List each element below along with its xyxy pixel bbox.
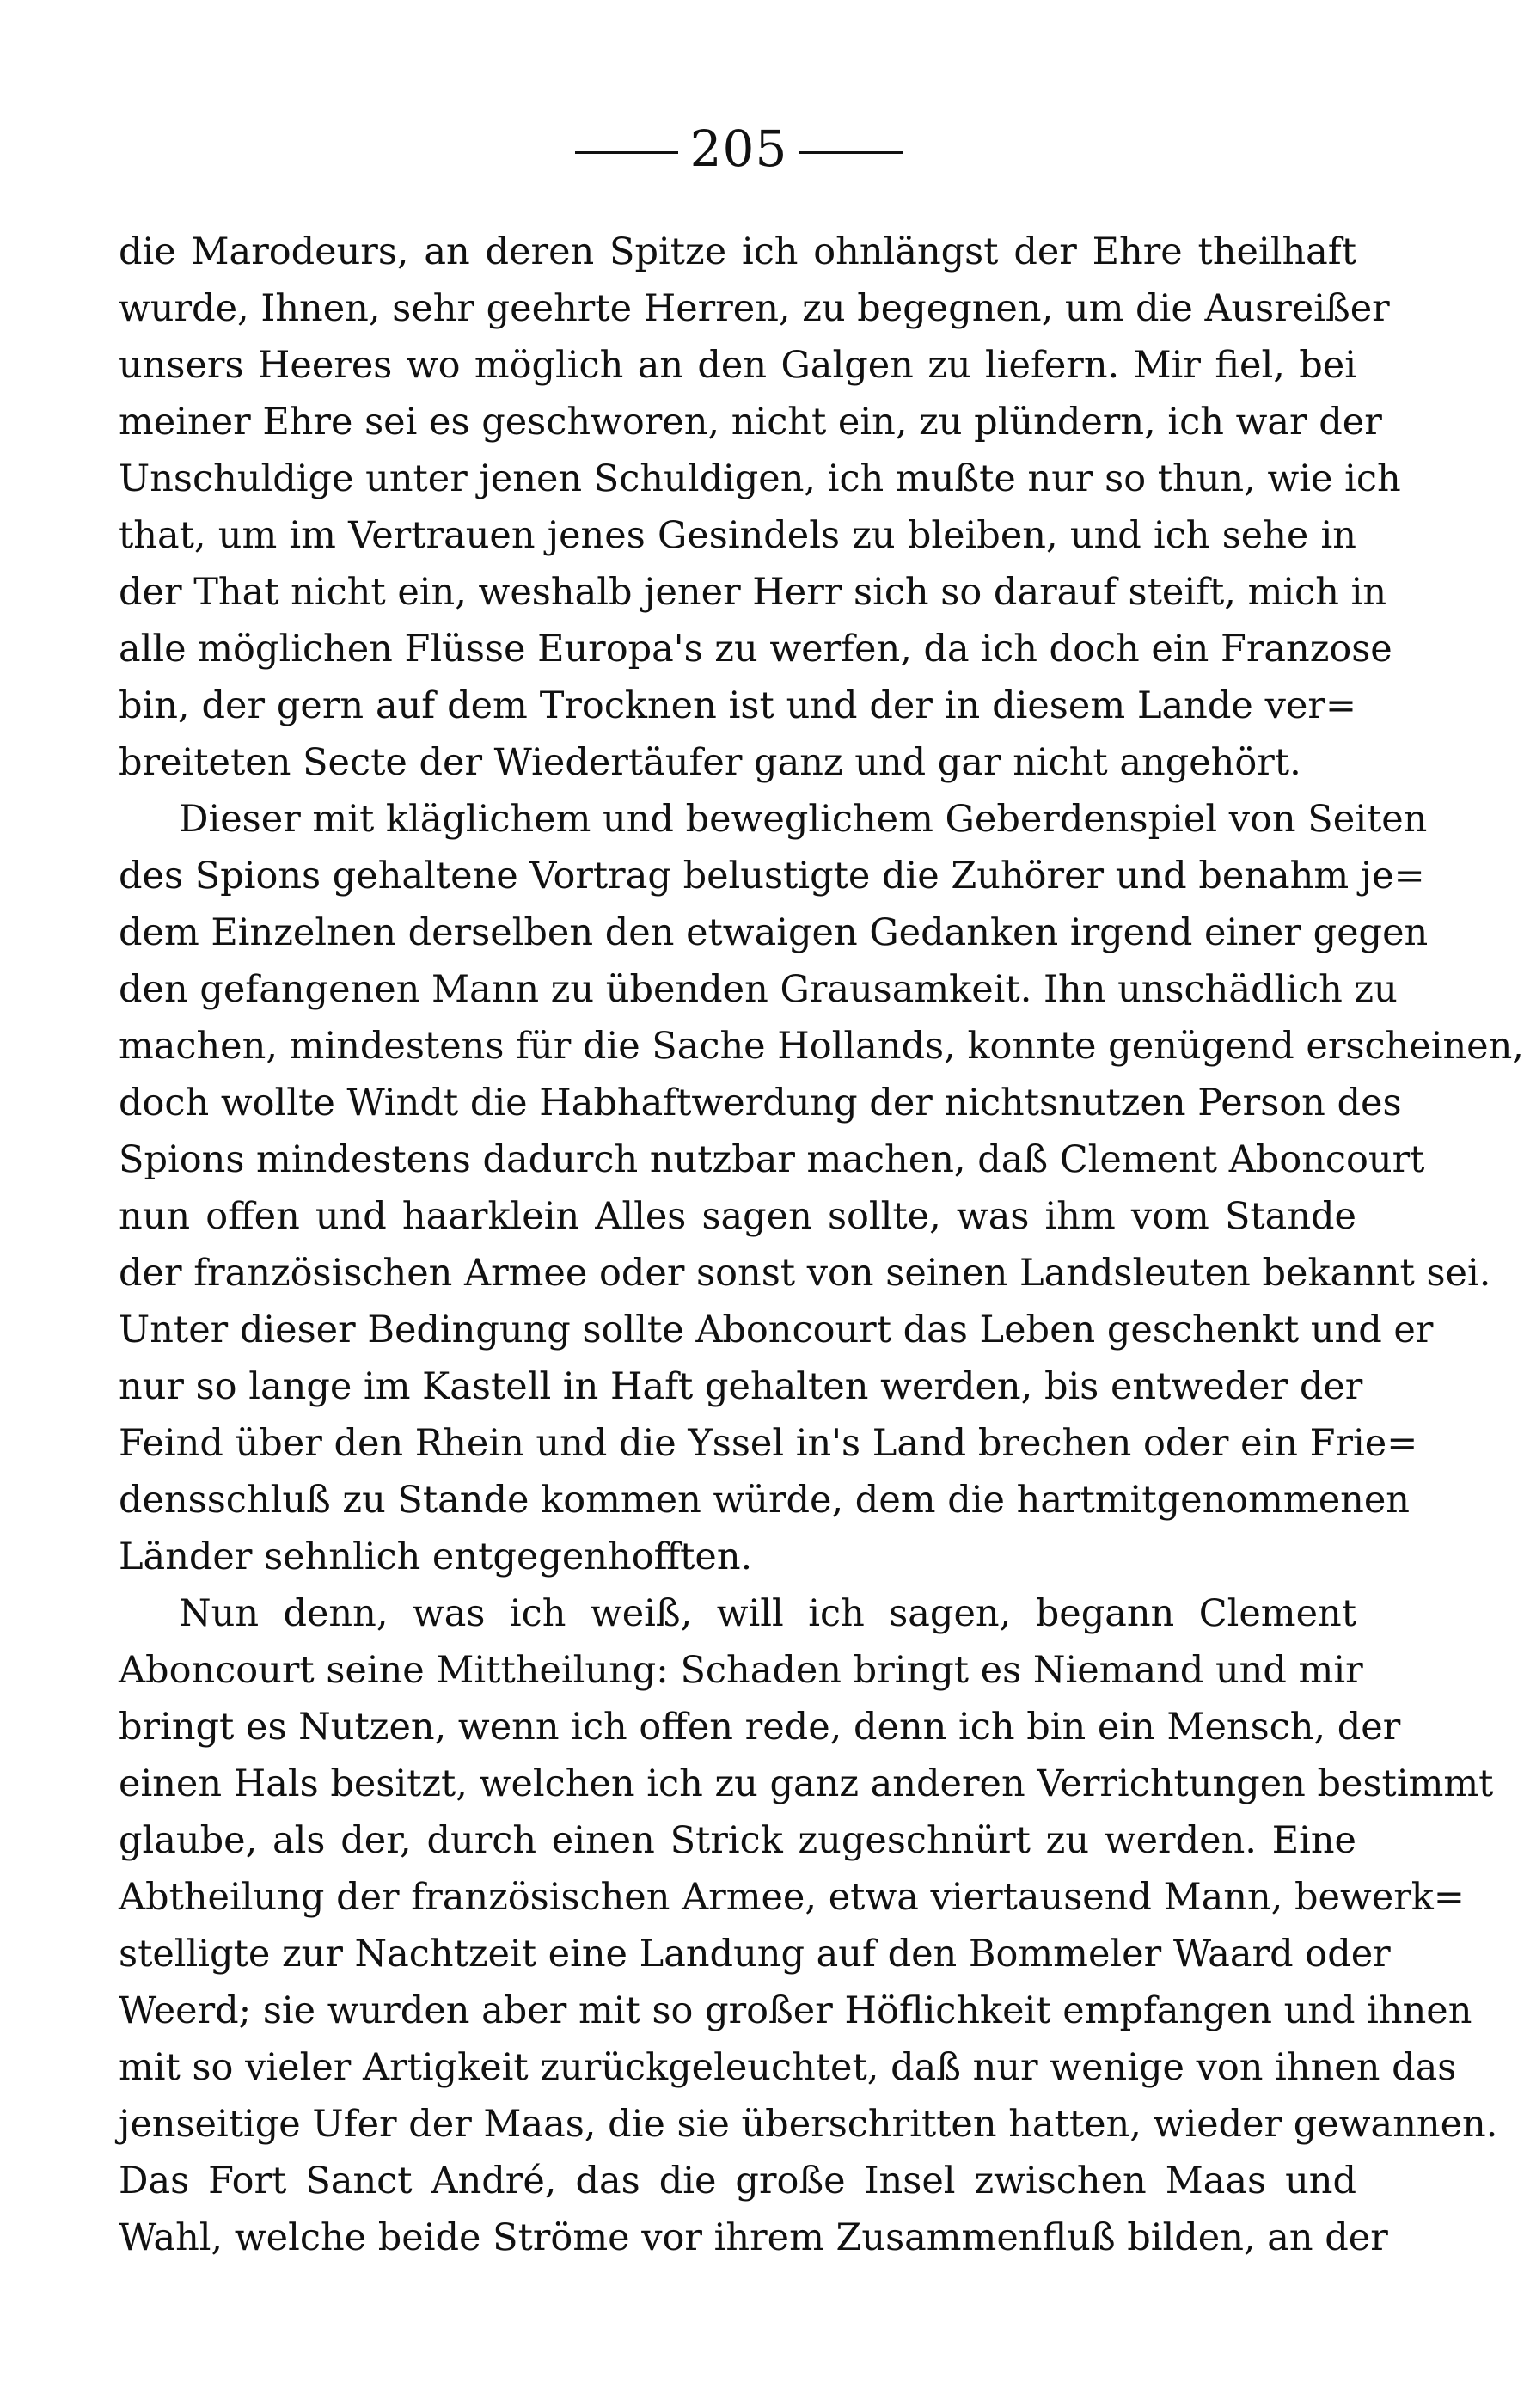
text-line: des Spions gehaltene Vortrag belustigte die Zuhörer und benahm je= [119, 855, 1425, 898]
text-line: unsers Heeres wo möglich an den Galgen zu liefern. Mir fiel, bei [119, 344, 1356, 387]
text-line: Wahl, welche beide Ströme vor ihrem Zusammenfluß bilden, an der [119, 2216, 1388, 2259]
text-line: der französischen Armee oder sonst von seinen Landsleuten bekannt sei. [119, 1252, 1491, 1295]
text-line: Spions mindestens dadurch nutzbar machen, daß Clement Aboncourt [119, 1138, 1425, 1181]
text-line: Feind über den Rhein und die Yssel in's Land brechen oder ein Frie= [119, 1422, 1418, 1465]
paragraph-start-line: Nun denn, was ich weiß, will ich sagen, begann Clement [179, 1592, 1356, 1635]
text-line: dem Einzelnen derselben den etwaigen Gedanken irgend einer gegen [119, 911, 1429, 954]
text-line: den gefangenen Mann zu übenden Grausamkeit. Ihn unschädlich zu [119, 968, 1398, 1011]
page-header [0, 119, 1478, 179]
text-line: Abtheilung der französischen Armee, etwa viertausend Mann, bewerk= [119, 1876, 1465, 1919]
text-line: glaube, als der, durch einen Strick zugeschnürt zu werden. Eine [119, 1819, 1356, 1862]
text-line: jenseitige Ufer der Maas, die sie überschritten hatten, wieder gewannen. [119, 2103, 1498, 2146]
text-line: Aboncourt seine Mittheilung: Schaden bringt es Niemand und mir [119, 1649, 1363, 1692]
text-line: mit so vieler Artigkeit zurückgeleuchtet, daß nur wenige von ihnen das [119, 2046, 1457, 2089]
text-line: bringt es Nutzen, wenn ich offen rede, denn ich bin ein Mensch, der [119, 1706, 1401, 1749]
text-line: nur so lange im Kastell in Haft gehalten werden, bis entweder der [119, 1365, 1363, 1408]
text-line: der That nicht ein, weshalb jener Herr sich so darauf steift, mich in [119, 571, 1387, 614]
text-line: that, um im Vertrauen jenes Gesindels zu bleiben, und ich sehe in [119, 514, 1356, 557]
header-rule-left [575, 151, 678, 154]
text-line: bin, der gern auf dem Trocknen ist und der in diesem Lande ver= [119, 684, 1356, 727]
header-rule-right [799, 151, 903, 154]
text-line: Das Fort Sanct André, das die große Insel zwischen Maas und [119, 2160, 1356, 2203]
text-line: alle möglichen Flüsse Europa's zu werfen, da ich doch ein Franzose [119, 628, 1392, 671]
text-line: nun offen und haarklein Alles sagen sollte, was ihm vom Stande [119, 1195, 1356, 1238]
body-text [119, 224, 1524, 2266]
page-number: 205 [689, 119, 788, 178]
text-line: Weerd; sie wurden aber mit so großer Höflichkeit empfangen und ihnen [119, 1989, 1472, 2032]
text-line: die Marodeurs, an deren Spitze ich ohnlängst der Ehre theilhaft [119, 230, 1356, 273]
text-line: Unter dieser Bedingung sollte Aboncourt das Leben geschenkt und er [119, 1308, 1434, 1351]
text-line: stelligte zur Nachtzeit eine Landung auf den Bommeler Waard oder [119, 1933, 1391, 1976]
text-line: Länder sehnlich entgegenhofften. [119, 1535, 753, 1578]
text-line: densschluß zu Stande kommen würde, dem die hartmitgenommenen [119, 1479, 1410, 1522]
text-line: meiner Ehre sei es geschworen, nicht ein, zu plündern, ich war der [119, 401, 1382, 444]
text-line: breiteten Secte der Wiedertäufer ganz und gar nicht angehört. [119, 741, 1301, 784]
text-line: wurde, Ihnen, sehr geehrte Herren, zu begegnen, um die Ausreißer [119, 287, 1390, 330]
text-line: einen Hals besitzt, welchen ich zu ganz anderen Verrichtungen bestimmt [119, 1762, 1494, 1805]
text-line: doch wollte Windt die Habhaftwerdung der nichtsnutzen Person des [119, 1081, 1402, 1124]
text-line: Unschuldige unter jenen Schuldigen, ich mußte nur so thun, wie ich [119, 457, 1401, 500]
paragraph-start-line: Dieser mit kläglichem und beweglichem Geberdenspiel von Seiten [179, 798, 1428, 841]
text-line: machen, mindestens für die Sache Hollands, konnte genügend erscheinen, [119, 1025, 1524, 1068]
